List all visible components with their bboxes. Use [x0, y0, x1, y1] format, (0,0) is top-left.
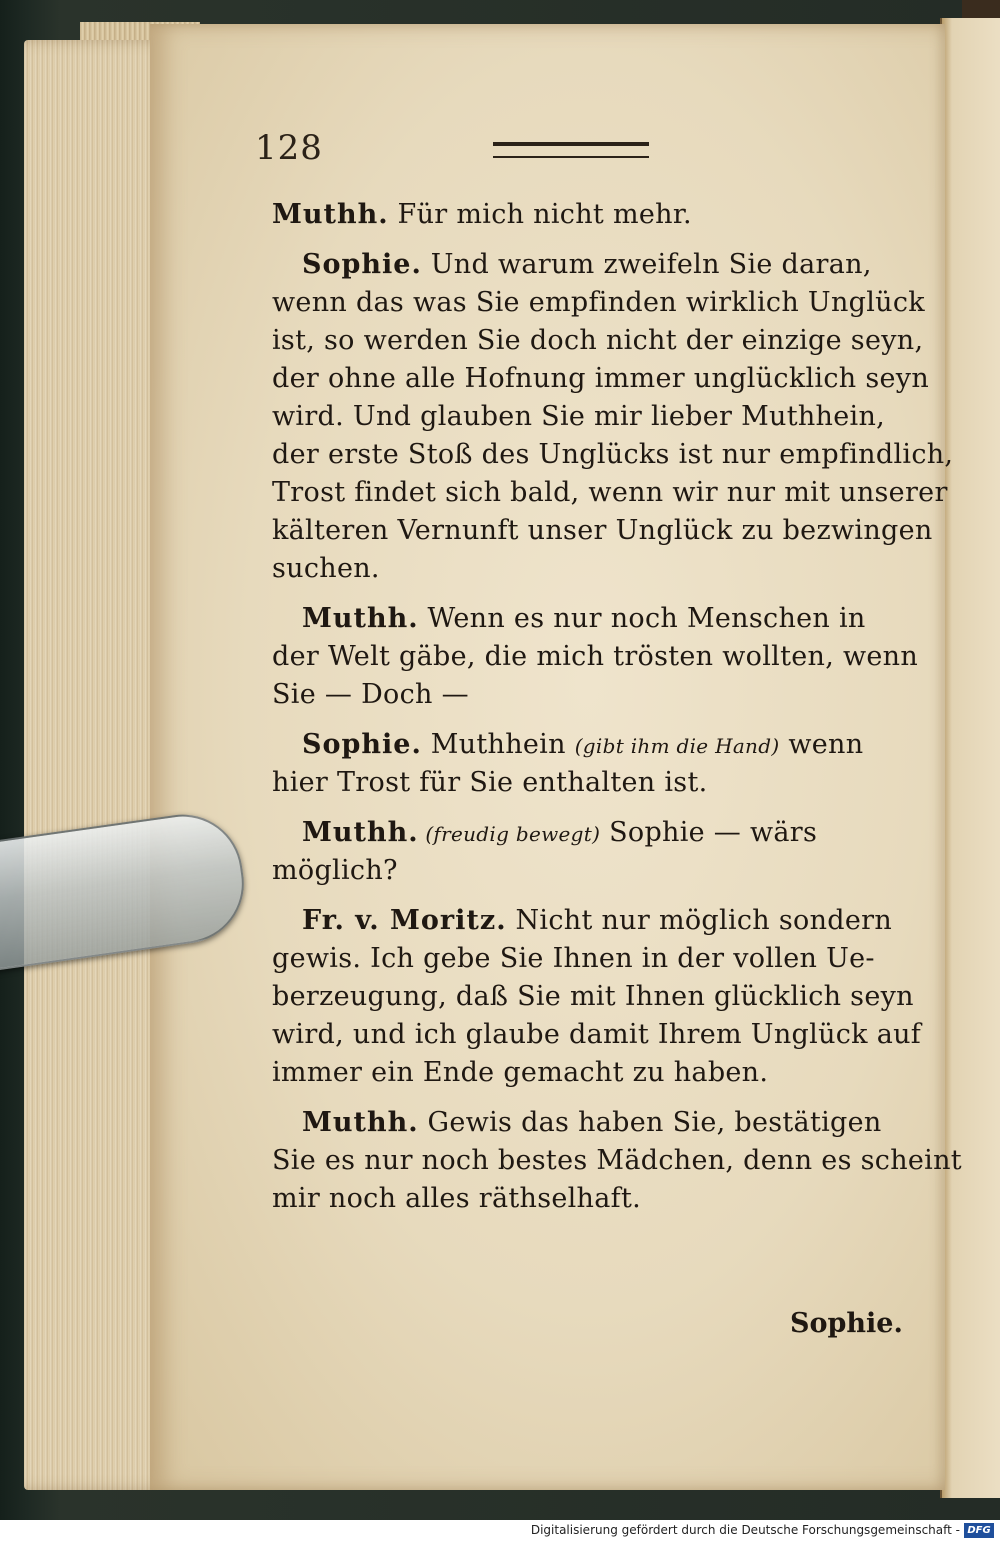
text-line	[272, 638, 919, 676]
text-line	[272, 196, 902, 234]
text-line	[272, 978, 914, 1016]
text-line	[272, 1104, 902, 1142]
line-text: Nicht nur möglich sondern	[506, 905, 893, 936]
line-text: kälteren Vernunft unser Unglück zu bezwingen	[272, 515, 933, 546]
text-line	[272, 322, 924, 360]
paragraph-gap	[272, 890, 902, 902]
line-text: hier Trost für Sie enthalten ist.	[272, 767, 708, 798]
text-line	[272, 1142, 962, 1180]
line-text: der Welt gäbe, die mich trösten wollten, wenn	[272, 641, 919, 672]
text-line	[272, 764, 902, 802]
line-text: Und warum zweifeln Sie daran,	[421, 249, 872, 280]
paragraph-gap	[272, 714, 902, 726]
text-line	[272, 246, 902, 284]
text-line	[272, 1054, 902, 1092]
page-header	[255, 128, 895, 178]
speaker-name: Sophie.	[302, 249, 422, 280]
speaker-name: Muthh.	[302, 817, 419, 848]
dfg-logo: DFG	[964, 1523, 994, 1538]
catchword: Sophie.	[790, 1308, 903, 1339]
line-text: suchen.	[272, 553, 380, 584]
text-line	[272, 676, 902, 714]
footer-bar	[0, 1520, 1000, 1542]
text-line	[272, 940, 902, 978]
paragraph-gap	[272, 234, 902, 246]
line-text: Sie — Doch —	[272, 679, 469, 710]
speaker-name: Sophie.	[302, 729, 422, 760]
text-line	[272, 902, 902, 940]
page-text	[272, 196, 962, 1218]
line-text: mir noch alles räthselhaft.	[272, 1183, 641, 1214]
speaker-name: Muthh.	[302, 603, 419, 634]
line-text: der ohne alle Hofnung immer unglücklich seyn	[272, 363, 930, 394]
line-text: Für mich nicht mehr.	[388, 199, 692, 230]
line-text: der erste Stoß des Unglücks ist nur empfindlich,	[272, 439, 954, 470]
text-line	[272, 284, 925, 322]
line-text: ist, so werden Sie doch nicht der einzige seyn,	[272, 325, 924, 356]
line-text: Muthhein	[421, 729, 575, 760]
line-text: berzeugung, daß Sie mit Ihnen glücklich seyn	[272, 981, 914, 1012]
funding-notice: Digitalisierung gefördert durch die Deutsche Forschungsgemeinschaft -	[530, 1523, 960, 1537]
page-number: 128	[255, 128, 323, 168]
paragraph-gap	[272, 802, 902, 814]
line-text: Trost findet sich bald, wenn wir nur mit unserer	[272, 477, 948, 508]
line-text: wenn das was Sie empfinden wirklich Unglück	[272, 287, 925, 318]
text-line	[272, 1016, 922, 1054]
stage-direction: (gibt ihm die Hand)	[574, 734, 780, 758]
line-text: wird. Und glauben Sie mir lieber Muthhein,	[272, 401, 886, 432]
paragraph-gap	[272, 1092, 902, 1104]
line-text: gewis. Ich gebe Sie Ihnen in der vollen Ue-	[272, 943, 875, 974]
paragraph-gap	[272, 588, 902, 600]
line-text: Wenn es nur noch Menschen in	[418, 603, 866, 634]
text-line	[272, 726, 902, 764]
speaker-name: Muthh.	[302, 1107, 419, 1138]
text-line	[272, 1180, 902, 1218]
speaker-name: Fr. v. Moritz.	[302, 905, 507, 936]
stage-direction: (freudig bewegt)	[418, 822, 601, 846]
text-line	[272, 360, 930, 398]
text-line	[272, 600, 902, 638]
line-text: Sophie — wärs	[600, 817, 818, 848]
text-line	[272, 512, 933, 550]
text-line	[272, 398, 902, 436]
text-line	[272, 474, 948, 512]
text-line	[272, 814, 902, 852]
header-rule	[493, 142, 649, 158]
text-line	[272, 852, 902, 890]
line-text: Gewis das haben Sie, bestätigen	[418, 1107, 882, 1138]
facing-page	[940, 18, 1000, 1498]
text-line	[272, 436, 954, 474]
speaker-name: Muthh.	[272, 199, 389, 230]
line-text: wird, und ich glaube damit Ihrem Unglück auf	[272, 1019, 922, 1050]
line-text: immer ein Ende gemacht zu haben.	[272, 1057, 769, 1088]
line-text: möglich?	[272, 855, 398, 886]
text-line	[272, 550, 902, 588]
line-text: Sie es nur noch bestes Mädchen, denn es scheint	[272, 1145, 962, 1176]
binding-strip	[962, 0, 1000, 18]
line-text: wenn	[779, 729, 864, 760]
